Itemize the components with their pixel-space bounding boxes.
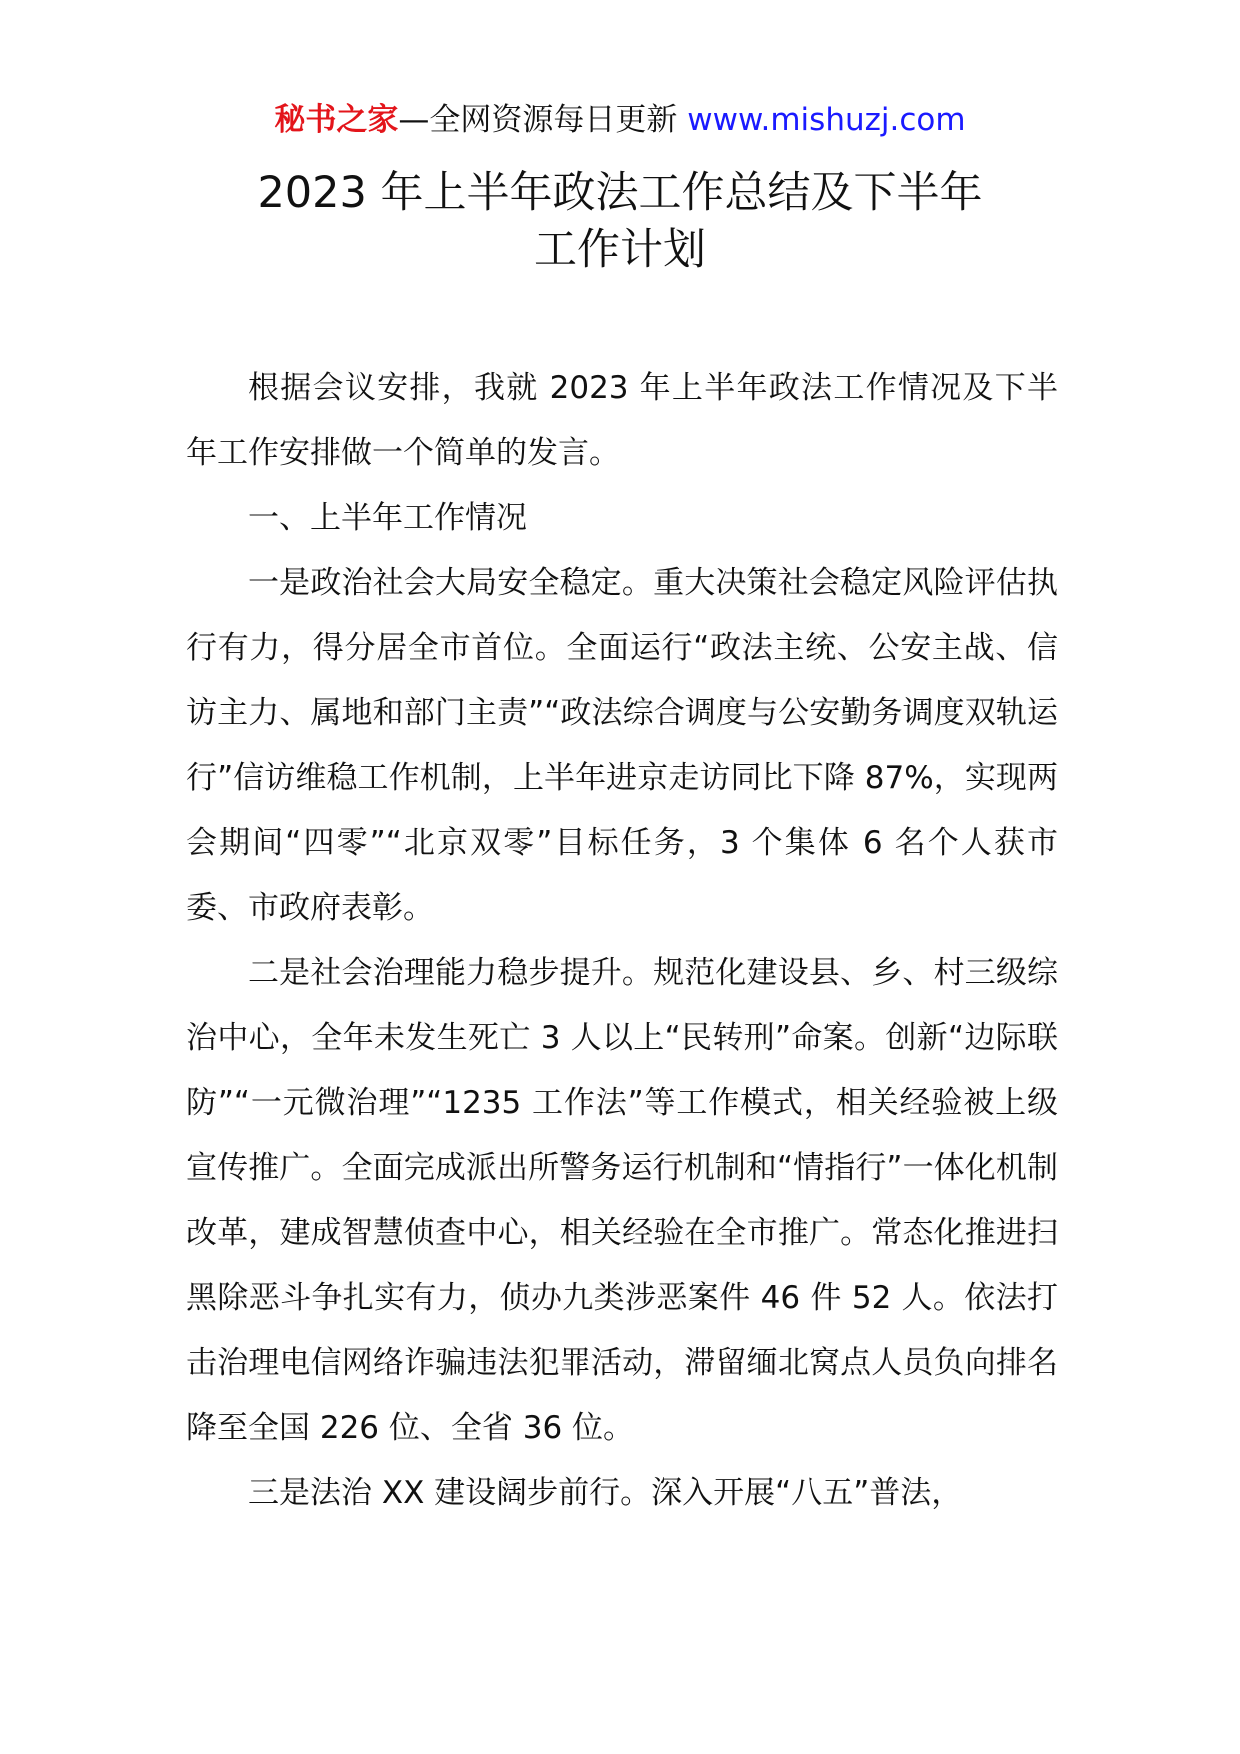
paragraph-rule-of-law: 三是法治 XX 建设阔步前行。深入开展“八五”普法， bbox=[248, 1475, 963, 1511]
paragraph-intro: 根据会议安排，我就 2023 年上半年政法工作情况及下半年工作安排做一个简单的发言。 bbox=[186, 370, 1058, 471]
title-line-1: 2023 年上半年政法工作总结及下半年 bbox=[257, 168, 983, 218]
title-line-2: 工作计划 bbox=[534, 225, 706, 275]
document-title bbox=[0, 165, 1240, 279]
section-heading-first-half: 一、上半年工作情况 bbox=[248, 500, 527, 536]
site-url-link[interactable]: www.mishuzj.com bbox=[687, 102, 966, 138]
site-brand: 秘书之家 bbox=[274, 102, 399, 138]
site-header bbox=[0, 100, 1240, 140]
site-tagline: —全网资源每日更新 bbox=[398, 102, 688, 138]
document-body bbox=[186, 356, 1058, 1526]
paragraph-social-governance: 二是社会治理能力稳步提升。规范化建设县、乡、村三级综治中心，全年未发生死亡 3 人以上“民转刑”命案。创新“边际联防”“一元微治理”“1235 工作法”等工作模式，相关经验被上级宣传推广。全面完成派出所警务运行机制和“情指行”一体化机制改革，建成智慧侦查中心，相关经验在全市推广。常态化推进扫黑除恶斗争扎实有力，侦办九类涉恶案件 46 件 52 人。依法打击治理电信网络诈骗违法犯罪活动，滞留缅北窝点人员负向排名降至全国 226 位、全省 36 位。 bbox=[186, 955, 1058, 1446]
paragraph-political-stability: 一是政治社会大局安全稳定。重大决策社会稳定风险评估执行有力，得分居全市首位。全面运行“政法主统、公安主战、信访主力、属地和部门主责”“政法综合调度与公安勤务调度双轨运行”信访维稳工作机制，上半年进京走访同比下降 87%，实现两会期间“四零”“北京双零”目标任务，3 个集体 6 名个人获市委、市政府表彰。 bbox=[186, 565, 1058, 926]
